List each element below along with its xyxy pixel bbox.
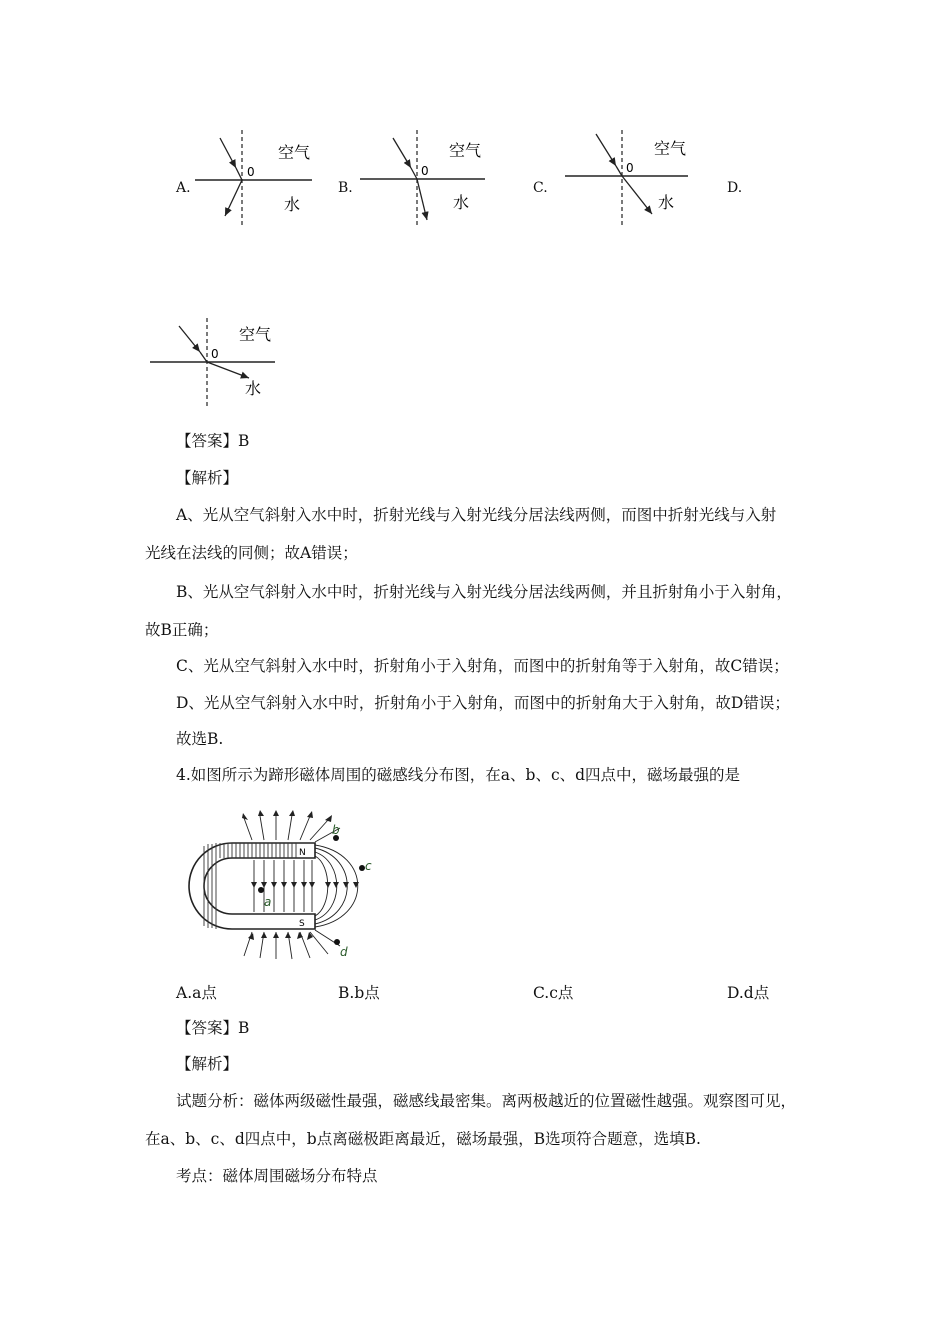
q3-analysis-line: B、光从空气斜射入水中时，折射光线与入射光线分居法线两侧，并且折射角小于入射角， [176,583,792,601]
magnet-field-diagram [182,810,382,965]
option-c-diagram [560,128,695,228]
option-d-label: D. [727,180,743,196]
air-label: 空气 [278,143,311,162]
option-c-label: C. [533,180,548,196]
point-d-label: d [340,945,348,959]
point-a-label: a [264,895,272,909]
origin-label: 0 [211,347,219,361]
option-d-diagram [145,316,285,408]
q3-analysis-line: A、光从空气斜射入水中时，折射光线与入射光线分居法线两侧，而图中折射光线与入射 [176,506,777,524]
origin-label: 0 [626,161,634,175]
option-a-label: A. [176,180,191,196]
origin-label: 0 [247,165,255,179]
q4-choice-a: A.a点 [176,984,217,1002]
water-label: 水 [658,193,675,212]
q4-question: 4.如图所示为蹄形磁体周围的磁感线分布图，在a、b、c、d四点中，磁场最强的是 [176,766,741,784]
air-label: 空气 [449,141,482,160]
q4-answer: 【答案】B [176,1019,250,1037]
water-label: 水 [284,195,301,214]
option-a-diagram [190,128,325,228]
water-label: 水 [245,379,262,398]
q4-analysis-heading: 【解析】 [176,1055,239,1073]
q4-choice-c: C.c点 [533,984,574,1002]
air-label: 空气 [654,139,687,158]
water-label: 水 [453,193,470,212]
q4-choice-b: B.b点 [338,984,380,1002]
q3-analysis-line: C、光从空气斜射入水中时，折射角小于入射角，而图中的折射角等于入射角，故C错误； [176,657,789,675]
air-label: 空气 [239,325,272,344]
north-pole-label: N [299,848,306,858]
q4-analysis-line: 考点：磁体周围磁场分布特点 [176,1167,378,1185]
q4-analysis-line: 试题分析：磁体两级磁性最强，磁感线最密集。离两极越近的位置磁性越强。观察图可见， [176,1092,797,1110]
q3-analysis-line: 故B正确； [145,621,219,639]
q3-analysis-line: 故选B. [176,730,224,748]
option-b-label: B. [338,180,353,196]
q3-analysis-line: 光线在法线的同侧；故A错误； [145,544,358,562]
q3-analysis-heading: 【解析】 [176,469,239,487]
point-b-label: b [332,823,340,837]
q4-choice-d: D.d点 [727,984,770,1002]
q3-analysis-line: D、光从空气斜射入水中时，折射角小于入射角，而图中的折射角大于入射角，故D错误； [176,694,790,712]
q4-analysis-line: 在a、b、c、d四点中，b点离磁极距离最近，磁场最强，B选项符合题意，选填B. [145,1130,701,1148]
point-c-label: c [365,859,372,873]
q3-answer: 【答案】B [176,432,250,450]
origin-label: 0 [421,164,429,178]
option-b-diagram [355,128,490,228]
south-pole-label: S [299,919,305,929]
